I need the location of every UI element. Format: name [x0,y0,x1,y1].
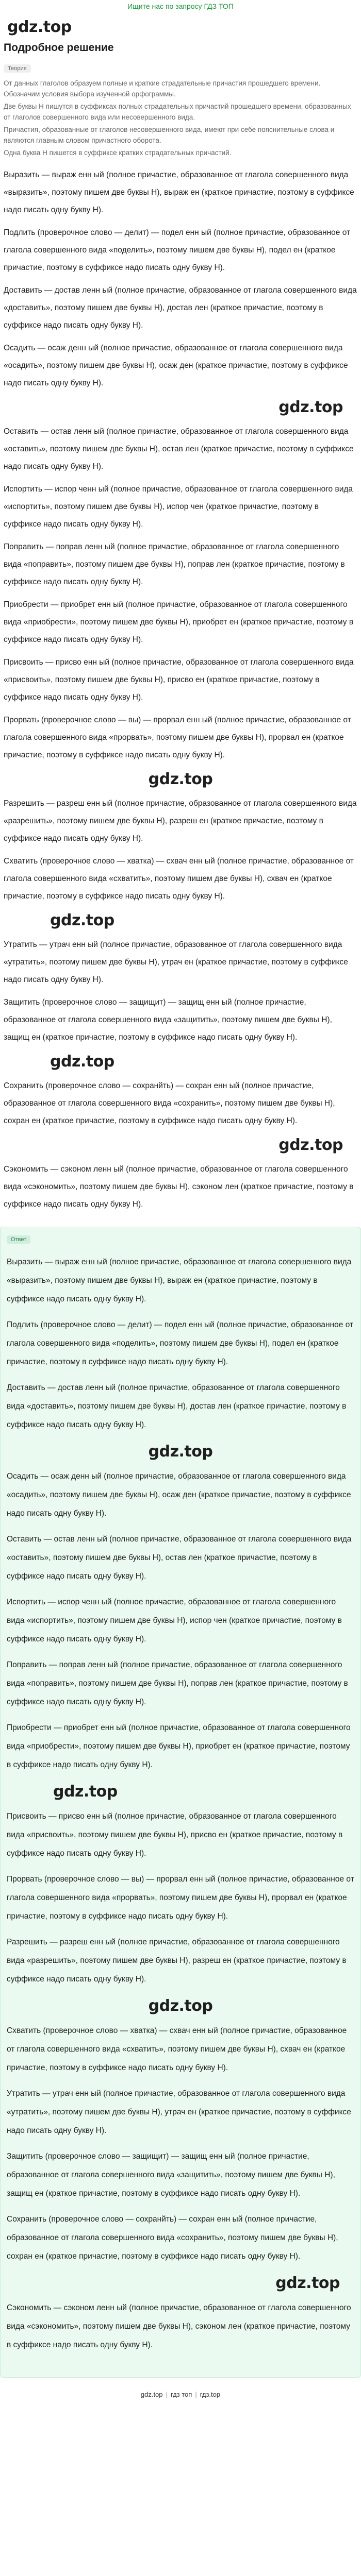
answer-item: Выразить — выраж енн ый (полное причастие, образованное от глагола совершенного вида «выразить», поэтому пишем две буквы Н), выраж ен (краткое причастие, поэтому в суффиксе надо писать одну букву Н). [7,1258,352,1303]
answer-item: Поправить — поправ ленн ый (полное причастие, образованное от глагола совершенного вида «поправить», поэтому пишем две буквы Н), поправ лен (краткое причастие, поэтому в суффиксе надо писать одну букву Н). [7,1660,348,1706]
watermark: gdz.top [148,1997,213,2015]
solution-item: Оставить — остав ленн ый (полное причастие, образованное от глагола совершенного вида «оставить», поэтому пишем две буквы Н), остав лен (краткое причастие, поэтому в суффиксе надо писать одну букву Н). [4,427,354,471]
page-title: Подробное решение [4,42,114,54]
solution-item: Сохранить (проверочное слово — сохранйть) — сохран енн ый (полное причастие, образованное от глагола совершенного вида «сохранить», поэтому пишем две буквы Н), сохран ен (краткое причастие, поэтому в суффиксе надо писать одну букву Н). [4,1081,335,1125]
watermark: gdz.top [50,911,114,929]
search-hint-link[interactable]: Ищите нас по запросу ГДЗ ТОП [127,2,234,10]
footer-link[interactable]: гдз.top [200,2391,221,2398]
answer-item: Оставить — остав ленн ый (полное причастие, образованное от глагола совершенного вида «оставить», поэтому пишем две буквы Н), остав лен (краткое причастие, поэтому в суффиксе надо писать одну букву Н). [7,1535,352,1581]
theory-paragraph: Две буквы Н пишутся в суффиксах полных страдательных причастий прошедшего времени, образованных от глаголов совершенного вида или несовершенного вида. [4,103,351,121]
solution-item: Разрешить — разреш енн ый (полное причастие, образованное от глагола совершенного вида «разрешить», поэтому пишем две буквы Н), разреш ен (краткое причастие, поэтому в суффиксе надо писать одну букву Н). [4,799,357,843]
answer-item: Сохранить (проверочное слово — сохранйть) — сохран енн ый (полное причастие, образованное от глагола совершенного вида «сохранить», поэтому пишем две буквы Н), сохран ен (краткое причастие, поэтому в суффиксе надо писать одну букву Н). [7,2215,338,2261]
answer-item: Схватить (проверочное слово — хватка) — схвач енн ый (полное причастие, образованное от глагола совершенного вида «схватить», поэтому пишем две буквы Н), схвач ен (краткое причастие, поэтому в суффиксе надо писать одну букву Н). [7,2026,347,2072]
solution-item: Испортить — испор ченн ый (полное причастие, образованное от глагола совершенного вида «испортить», поэтому пишем две буквы Н), испор чен (краткое причастие, поэтому в суффиксе надо писать одну букву Н). [4,485,353,529]
answer-item: Утратить — утрач енн ый (полное причастие, образованное от глагола совершенного вида «утратить», поэтому пишем две буквы Н), утрач ен (краткое причастие, поэтому в суффиксе надо писать одну букву Н). [7,2089,351,2135]
solution-item: Сэкономить — сэконом ленн ый (полное причастие, образованное от глагола совершенного вида «сэкономить», поэтому пишем две буквы Н), сэконом лен (краткое причастие, поэтому в суффиксе надо писать одну букву Н). [4,1165,354,1209]
watermark: gdz.top [275,2274,340,2292]
solution-list [4,166,357,1213]
watermark: gdz.top [148,1443,213,1461]
watermark: gdz.top [50,1053,114,1071]
watermark: gdz.top [53,1783,118,1801]
watermark: gdz.top [278,1136,343,1154]
solution-item: Выразить — выраж енн ый (полное причастие, образованное от глагола совершенного вида «выразить», поэтому пишем две буквы Н), выраж ен (краткое причастие, поэтому в суффиксе надо писать одну букву Н). [4,171,354,214]
solution-item: Приобрести — приобрет енн ый (полное причастие, образованное от глагола совершенного вида «приобрести», поэтому пишем две буквы Н), приобрет ен (краткое причастие, поэтому в суффиксе надо писать одну букву Н). [4,600,354,644]
answer-item: Защитить (проверочное слово — защищит) — защищ енн ый (полное причастие, образованное от глагола совершенного вида «защитить», поэтому пишем две буквы Н), защищ ен (краткое причастие, поэтому в суффиксе надо писать одну букву Н). [7,2152,335,2198]
solution-item: Доставить — достав ленн ый (полное причастие, образованное от глагола совершенного вида «доставить», поэтому пишем две буквы Н), достав лен (краткое причастие, поэтому в суффиксе надо писать одну букву Н). [4,286,357,330]
footer-link[interactable]: гдз топ [170,2391,192,2398]
solution-item: Прорвать (проверочное слово — вы) — прорвал енн ый (полное причастие, образованное от глагола совершенного вида «прорвать», поэтому пишем две буквы Н), прорвал ен (краткое причастие, поэтому в суффиксе надо писать одну букву Н). [4,716,351,759]
answer-item: Подлить (проверочное слово — делит) — подел енн ый (полное причастие, образованное от глагола совершенного вида «поделить», поэтому пишем две буквы Н), подел ен (краткое причастие, поэтому в суффиксе надо писать одну букву Н). [7,1320,354,1366]
solution-item: Осадить — осаж денн ый (полное причастие, образованное от глагола совершенного вида «осадить», поэтому пишем две буквы Н), осаж ден (краткое причастие, поэтому в суффиксе надо писать одну букву Н). [4,344,348,387]
solution-item: Поправить — поправ ленн ый (полное причастие, образованное от глагола совершенного вида «поправить», поэтому пишем две буквы Н), поправ лен (краткое причастие, поэтому в суффиксе надо писать одну букву Н). [4,543,345,586]
footer-links [0,2387,361,2402]
solution-item: Подлить (проверочное слово — делит) — подел енн ый (полное причастие, образованное от глагола совершенного вида «поделить», поэтому пишем две буквы Н), подел ен (краткое причастие, поэтому в суффиксе надо писать одну букву Н). [4,228,351,272]
watermark: gdz.top [148,770,213,788]
answer-item: Сэкономить — сэконом ленн ый (полное причастие, образованное от глагола совершенного вида «сэкономить», поэтому пишем две буквы Н), сэконом лен (краткое причастие, поэтому в суффиксе надо писать одну букву Н). [7,2303,351,2349]
solution-item: Присвоить — присво енн ый (полное причастие, образованное от глагола совершенного вида «присвоить», поэтому пишем две буквы Н), присво ен (краткое причастие, поэтому в суффиксе надо писать одну букву Н). [4,658,354,702]
answer-item: Прорвать (проверочное слово — вы) — прорвал енн ый (полное причастие, образованное от глагола совершенного вида «прорвать», поэтому пишем две буквы Н), прорвал ен (краткое причастие, поэтому в суффиксе надо писать одну букву Н). [7,1875,354,1921]
solution-item: Утратить — утрач енн ый (полное причастие, образованное от глагола совершенного вида «утратить», поэтому пишем две буквы Н), утрач ен (краткое причастие, поэтому в суффиксе надо писать одну букву Н). [4,940,348,984]
answer-item: Разрешить — разреш енн ый (полное причастие, образованное от глагола совершенного вида «разрешить», поэтому пишем две буквы Н), разреш ен (краткое причастие, поэтому в суффиксе надо писать одну букву Н). [7,1938,347,1984]
theory-section [4,63,357,158]
theory-paragraph: От данных глаголов образуем полные и краткие страдательные причастия прошедшего времени. Обозначим условия выбора изученной орфограммы. [4,79,321,98]
theory-paragraph: Одна буква Н пишется в суффиксе кратких страдательных причастий. [4,149,232,157]
answer-item: Присвоить — присво енн ый (полное причастие, образованное от глагола совершенного вида «присвоить», поэтому пишем две буквы Н), присво ен (краткое причастие, поэтому в суффиксе надо писать одну букву Н). [7,1812,343,1858]
answer-item: Доставить — достав ленн ый (полное причастие, образованное от глагола совершенного вида «доставить», поэтому пишем две буквы Н), достав лен (краткое причастие, поэтому в суффиксе надо писать одну букву Н). [7,1383,347,1429]
solution-item: Схватить (проверочное слово — хватка) — схвач енн ый (полное причастие, образованное от глагола совершенного вида «схватить», поэтому пишем две буквы Н), схвач ен (краткое причастие, поэтому в суффиксе надо писать одну букву Н). [4,857,354,901]
footer-separator: | [166,2391,168,2398]
answer-item: Испортить — испор ченн ый (полное причастие, образованное от глагола совершенного вида «испортить», поэтому пишем две буквы Н), испор чен (краткое причастие, поэтому в суффиксе надо писать одну букву Н). [7,1598,342,1643]
answer-item: Осадить — осаж денн ый (полное причастие, образованное от глагола совершенного вида «осадить», поэтому пишем две буквы Н), осаж ден (краткое причастие, поэтому в суффиксе надо писать одну букву Н). [7,1472,351,1518]
site-logo[interactable]: gdz.top [7,18,72,36]
theory-paragraph: Причастия, образованные от глаголов несовершенного вида, имеют при себе пояснительные слова и являются главным словом причастного оборота. [4,126,335,144]
solution-item: Защитить (проверочное слово — защищит) — защищ енн ый (полное причастие, образованное от глагола совершенного вида «защитить», поэтому пишем две буквы Н), защищ ен (краткое причастие, поэтому в суффиксе надо писать одну букву Н). [4,998,332,1042]
footer-separator: | [195,2391,197,2398]
answer-section [0,1227,361,2378]
theory-tag: Теория [4,64,31,73]
footer-link[interactable]: gdz.top [140,2391,163,2398]
answer-tag: Ответ [7,1235,30,1244]
watermark: gdz.top [278,398,343,416]
answer-item: Приобрести — приобрет енн ый (полное причастие, образованное от глагола совершенного вида «приобрести», поэтому пишем две буквы Н), приобрет ен (краткое причастие, поэтому в суффиксе надо писать одну букву Н). [7,1723,351,1769]
